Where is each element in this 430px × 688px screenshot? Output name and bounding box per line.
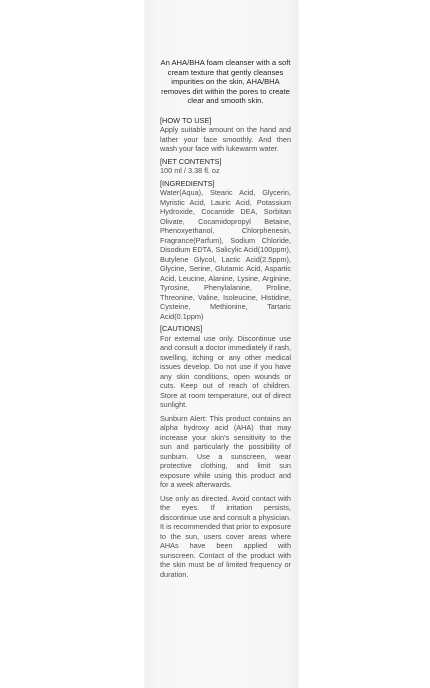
how-to-use-section [160,116,291,154]
ingredients-text: Water(Aqua), Stearic Acid, Glycerin, Myristic Acid, Lauric Acid, Potassium Hydroxide, Cocamide DEA, Sorbitan Olivate, Cocamidopropyl Betaine, Phenoxyethanol, Chlorphenesin, Fragrance(Parfum), Sodium Chloride, Disodium EDTA, Salicylic Acid(100ppm), Butylene Glycol, Lactic Acid(2.5ppm), Glycine, Serine, Glutamic Acid, Aspartic Acid, Leucine, Alanine, Lysine, Arginine, Tyrosine, Phenylalanine, Proline, Threonine, Valine, Isoleucine, Histidine, Cysteine, Methionine, Tartaric Acid(0.1ppm) [160,188,291,321]
cautions-paragraph-general: For external use only. Discontinue use and consult a doctor immediately if rash, swelling, itching or any other medical issues develop. Do not use if you have any skin conditions, open wounds or cuts. Keep out of reach of children. Store at room temperature, out of direct sunlight. [160,333,291,410]
net-contents-text: 100 ml / 3.38 fl. oz [160,166,220,176]
how-to-use-heading: [HOW TO USE] [160,115,212,125]
net-contents-section [160,157,291,176]
cautions-paragraph-directions: Use only as directed. Avoid contact with the eyes. If irritation persists, discontinue use and consult a physician. It is recommended that prior to exposure to the sun, users cover areas where AHAs have been applied with sunscreen. Contact of the product with the skin must be of limited frequency or duration. [160,493,292,579]
cautions-section [160,324,291,579]
ingredients-heading: [INGREDIENTS] [160,178,215,188]
net-contents-heading: [NET CONTENTS] [160,156,222,166]
label-text-block [160,58,291,583]
cautions-paragraph-sunburn: Sunburn Alert: This product contains an alpha hydroxy acid (AHA) that may increase your skin's sensitivity to the sun and particularly the possibility of sunburn. Use a sunscreen, wear protective clothing, and limit sun exposure while using this product and for a week afterwards. [160,413,291,490]
cautions-heading: [CAUTIONS] [160,324,203,334]
how-to-use-text: Apply suitable amount on the hand and lather your face smoothly. And then wash your face with lukewarm water. [160,125,291,154]
product-description: An AHA/BHA foam cleanser with a soft cream texture that gently cleanses impurities on the skin, AHA/BHA removes dirt within the pores to create clear and smooth skin. [160,58,291,106]
ingredients-section [160,179,291,322]
product-box-side-panel [145,0,298,688]
